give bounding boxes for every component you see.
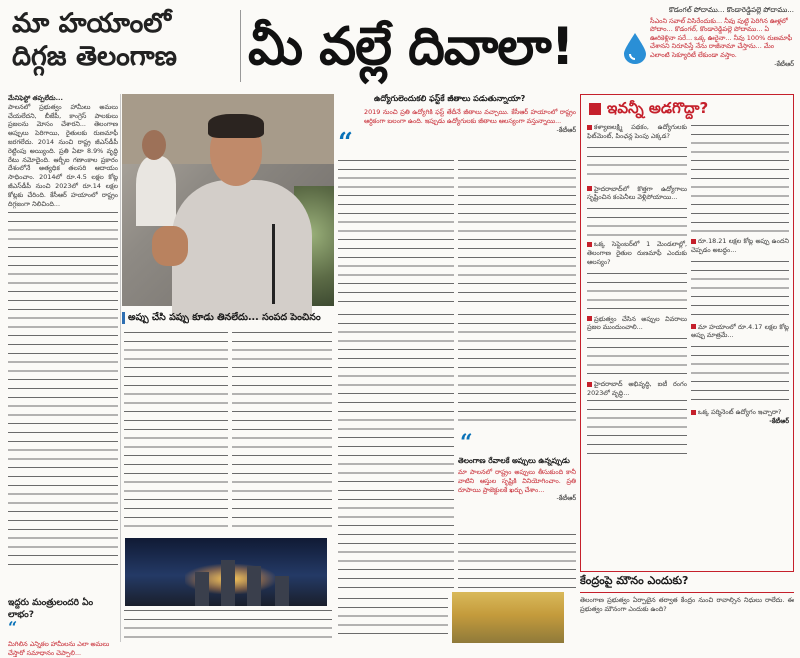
mid-quote-author: -కేటీఆర్ [556, 494, 576, 503]
article-col-bottom-2 [338, 596, 448, 642]
left-bottom-text: మిగిలిన ఎన్నికల హామీలను ఎలా అమలు చేస్తారో సమాధానం చెప్పాలి... [8, 640, 110, 657]
bullet-icon [587, 242, 592, 247]
left-bottom-question [8, 598, 118, 657]
bullet-icon [587, 316, 592, 321]
left-column-text: పాలనలో ప్రభుత్వం హామీలు అమలు చేయలేదని, బీజేపీ, కాంగ్రెస్ పాలకులు ప్రజలను మోసం చేశారని... తెలంగాణ అప్పులు పెరిగాయి, రైతులకు రుణమాఫీ జరగలేదు. 2014 నుంచి రాష్ట్ర జీఎస్‌డీపీ రెట్టింపు అయ్యింది. ప్రతి ఏటా 8.9% వృద్ధి రేటు నమోదైంది. ఆర్బీఐ గణాంకాల ప్రకారం దేశంలోనే అత్యధిక తలసరి ఆదాయం సాధించాం. 2014లో రూ.4.5 లక్షల కోట్ల జీఎస్‌డీపీ నుంచి 2023లో రూ.14 లక్షల కోట్లకు చేరింది. కేసీఆర్ హయాంలో రాష్ట్రం దిగ్గజంగా నిలిచింది... [8, 102, 118, 208]
bullet-icon [587, 125, 592, 130]
bullet-icon [691, 239, 696, 244]
bullet-icon [691, 324, 696, 329]
quote-icon-2: “ [460, 430, 473, 456]
questions-list-right [691, 123, 789, 567]
left-column-body-lines [8, 210, 118, 570]
mid-quote-heading: తెలంగాణ రేవాలకే అప్పులు ఉన్నప్పుడు [458, 456, 570, 465]
top-quote [364, 108, 576, 152]
top-quote-author: -కేటీఆర్ [556, 125, 576, 134]
questions-list-left [587, 123, 687, 567]
bullet-icon [691, 410, 696, 415]
questions-box [580, 94, 794, 572]
center-question-text: తెలంగాణ ప్రభుత్వం ఏర్పాటైన తర్వాత కేంద్రం నుంచి రావాల్సిన నిధులు రాలేదు. ఈ ప్రభుత్వం మౌనంగా ఎందుకు ఉంది? [580, 596, 794, 613]
box-marker-icon [589, 103, 601, 115]
question-item: మా హయాంలో రూ.4.17 లక్షల కోట్ల అప్పు మాత్రమే... [691, 322, 789, 340]
tagline-body: సీఎంని సవాల్ విసిరేందుకు... నీవు పుట్టి పెరిగిన ఊళ్లలో పోదాం... కొడంగల్, కొండారెడ్డిపల్లె పోదాము... ఏ ఊరికెళ్లినా సరే... ఒక్క ఊరైనా... నీవు 100% రుణమాఫీ చేశానని నిరూపిస్తే నేను రాజీనామా చేస్తాను... మేం ఎలాంటి సెక్యూరిటీ లేకుండా వస్తాం. [650, 16, 793, 59]
questions-box-heading: ఇవన్నీ అడగొద్దా? [607, 99, 709, 117]
bullet-icon [587, 186, 592, 191]
mid-quote-text: మా పాలనలో రాష్ట్రం అప్పులు తీసుకుంది కానీ వాటిని ఆస్తుల సృష్టికి వినియోగించాం. ప్రతి రూపాయి ప్రాజెక్టులకే ఖర్చు చేశాం... [458, 468, 576, 494]
drop-icon [622, 32, 648, 64]
top-quote-heading: ఉద్యోగులెందుకలి ఫస్ట్‌కే జీతాలు పడుతున్నాయా? [374, 94, 526, 103]
article-col-b [232, 330, 332, 534]
article-col-2-top [338, 158, 454, 308]
mid-quote [458, 468, 576, 528]
questions-box-author: -కేటీఆర్ [769, 416, 789, 425]
factory-photo [125, 538, 327, 606]
left-column [8, 94, 118, 592]
headline-small-line1: మా హయాంలో [12, 8, 172, 39]
center-question-heading: కేంద్రంపై మౌనం ఎందుకు? [580, 574, 689, 587]
question-item: హైదరాబాద్‌లో కొత్తగా ఉద్యోగాలు సృష్టించిన కంపెనీలు వెళ్లిపోయాయి... [587, 184, 687, 202]
tagline-head: కొడంగల్ పోదాము... కొండారెడ్డిపల్లె పోదాము... [668, 6, 794, 14]
article-col-d [458, 312, 576, 424]
tagline-author: -కేటీఆర్ [774, 59, 794, 68]
top-quote-text: 2019 నుంచి ప్రతి ఉద్యోగికి ఫస్ట్ తేదీనే జీతాలు వచ్చాయి. కేసీఆర్ హయాంలో రాష్ట్రం ఆర్థికంగా బలంగా ఉంది. ఇప్పుడు ఉద్యోగులకు జీతాలు ఆలస్యంగా వస్తున్నాయి... [364, 108, 576, 125]
article-col-a [124, 330, 228, 534]
headline-small-line2: దిగ్గజ తెలంగాణ [12, 41, 177, 72]
headline-main: మీ వల్లే దివాలా! [248, 17, 574, 77]
question-item: కళ్యాణలక్ష్మి పథకం, ఉద్యోగులకు ఫిట్‌మెంట్, పింఛన్ల పెంపు ఎక్కడ? [587, 123, 687, 140]
bullet-icon [587, 382, 592, 387]
quote-icon-3: “ [8, 618, 18, 637]
center-question-body [580, 596, 794, 642]
field-photo [452, 592, 564, 643]
column-rule-1 [120, 94, 121, 642]
headline-small [12, 8, 242, 78]
caption-marker [122, 312, 125, 324]
question-item: ఒక్క పర్మినెంట్ ఉద్యోగం ఇచ్చారా? [691, 408, 789, 417]
quote-icon: “ [338, 128, 353, 158]
article-col-bottom [124, 608, 332, 642]
question-item: ఒక్క సెప్టెంబర్‌లో 1 మెండలాల్లో, తెలంగాణ రైతుల రుణమాఫీ ఎందుకు ఆలస్యం? [587, 240, 687, 266]
article-col-c [338, 312, 454, 592]
header-divider [240, 10, 241, 82]
center-question [580, 574, 794, 643]
photo-caption: అప్పు చేసి పప్పు కూడు తినలేదు... సంపద పెంచినం [128, 312, 321, 323]
left-bottom-heading: ఇద్దరు మంత్రులందరి ఏం లాభం? [8, 598, 94, 620]
article-col-e [458, 532, 576, 590]
tagline-box [628, 6, 794, 90]
question-item: రూ.18.21 లక్షల కోట్ల అప్పు ఉందని చెప్పడం అబద్ధం... [691, 237, 789, 254]
left-column-label: మేనిఫెస్టో తప్పలేదు... [8, 94, 63, 102]
question-item: హైదరాబాద్ అభివృద్ధి, ఐటీ రంగం 2023లో వృద్ధి... [587, 380, 687, 397]
speaker-photo [122, 94, 334, 306]
article-col-3-top [458, 158, 576, 308]
question-item: ప్రభుత్వం చేసిన అప్పుల వివరాలు ప్రజల ముందుంచాలి... [587, 314, 687, 332]
